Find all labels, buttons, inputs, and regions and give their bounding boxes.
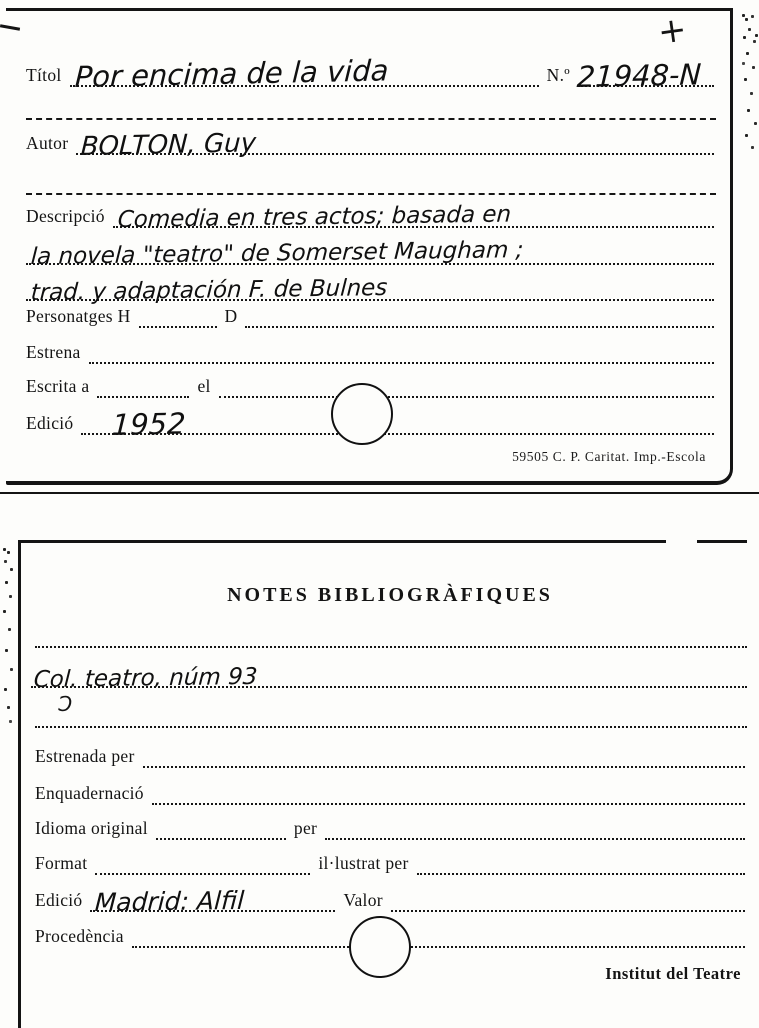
hole-punch-top <box>331 383 393 445</box>
catalog-card-front <box>6 8 733 485</box>
catalog-card-notes <box>18 540 759 1028</box>
personatges-d-line <box>245 316 714 328</box>
descripcio-value-1: Comedia en tres actos; basada en <box>116 201 512 233</box>
illustrat-label: il·lustrat per <box>318 853 409 873</box>
estrena-line <box>89 352 714 364</box>
illustrat-line <box>417 863 745 875</box>
el-label: el <box>197 376 211 396</box>
personatges-label: Personatges H <box>26 306 131 326</box>
idioma-row <box>35 808 745 840</box>
descripcio-row-2 <box>26 233 714 270</box>
handwritten-plus-mark: + <box>655 9 690 53</box>
procedencia-line <box>132 936 745 948</box>
idioma-label: Idioma original <box>35 818 148 838</box>
titol-label: Títol <box>26 65 62 85</box>
descripcio-label: Descripció <box>26 206 105 226</box>
format-line <box>95 863 310 875</box>
note-line <box>31 663 747 693</box>
escrita-label: Escrita a <box>26 376 90 396</box>
institut-footer: Institut del Teatre <box>605 964 741 983</box>
num-label: N.º <box>546 65 570 85</box>
edicio-notes-row <box>35 880 745 917</box>
descripcio-line-2 <box>26 237 714 270</box>
blank-dotted-line <box>35 726 747 728</box>
descripcio-value-3: trad. y adaptación F. de Bulnes <box>30 274 389 306</box>
edicio-notes-value: Madrid: Alfil <box>94 885 246 917</box>
personatges-d-label: D <box>224 306 238 326</box>
scan-noise-top-right <box>742 14 745 17</box>
personatges-h-line <box>139 316 217 328</box>
card-top-border <box>21 540 666 543</box>
idioma-line <box>156 828 286 840</box>
valor-line <box>391 900 745 912</box>
procedencia-label: Procedència <box>35 926 124 946</box>
note-mark: Ɔ <box>57 692 72 716</box>
edicio-value: 1952 <box>111 406 187 442</box>
note-row <box>31 656 747 693</box>
descripcio-line-1 <box>113 201 714 233</box>
card-top-border-segment <box>697 540 747 543</box>
descripcio-value-2: la novela "teatro" de Somerset Maugham ; <box>30 237 525 270</box>
autor-label: Autor <box>26 133 69 153</box>
format-row <box>35 843 745 875</box>
autor-value: BOLTON, Guy <box>80 128 258 162</box>
section-divider <box>26 193 716 195</box>
card-separator-line <box>0 492 759 494</box>
note-value: Col. teatro, núm 93 <box>33 663 259 693</box>
edicio-line <box>81 406 714 442</box>
section-divider <box>26 118 716 120</box>
printer-imprint: 59505 C. P. Caritat. Imp.-Escola <box>512 449 706 464</box>
edicio-notes-label: Edició <box>35 890 83 910</box>
num-line <box>576 57 714 94</box>
scan-noise-bottom-left <box>3 548 6 551</box>
estrena-row <box>26 332 714 364</box>
titol-value: Por encima de la vida <box>73 53 389 94</box>
titol-line <box>70 53 539 94</box>
num-value: 21948-N <box>576 57 703 94</box>
descripcio-row-1 <box>26 196 714 233</box>
estrena-label: Estrena <box>26 342 81 362</box>
format-label: Format <box>35 853 88 873</box>
edicio-notes-line <box>90 885 335 917</box>
notes-title: NOTES BIBLIOGRÀFIQUES <box>227 584 553 606</box>
el-line <box>219 386 714 398</box>
hole-punch-bottom <box>349 916 411 978</box>
personatges-row <box>26 296 714 328</box>
estrenada-row <box>35 736 745 768</box>
escrita-line <box>97 386 189 398</box>
estrenada-line <box>143 756 745 768</box>
autor-row <box>26 123 714 162</box>
idioma-per-label: per <box>293 818 318 838</box>
estrenada-label: Estrenada per <box>35 746 135 766</box>
valor-label: Valor <box>343 890 383 910</box>
blank-dotted-line <box>35 646 747 648</box>
idioma-per-line <box>325 828 745 840</box>
enquadernacio-line <box>152 793 745 805</box>
edicio-label: Edició <box>26 413 74 433</box>
autor-line <box>76 128 714 162</box>
enquadernacio-label: Enquadernació <box>35 783 144 803</box>
enquadernacio-row <box>35 773 745 805</box>
titol-row <box>26 47 714 94</box>
